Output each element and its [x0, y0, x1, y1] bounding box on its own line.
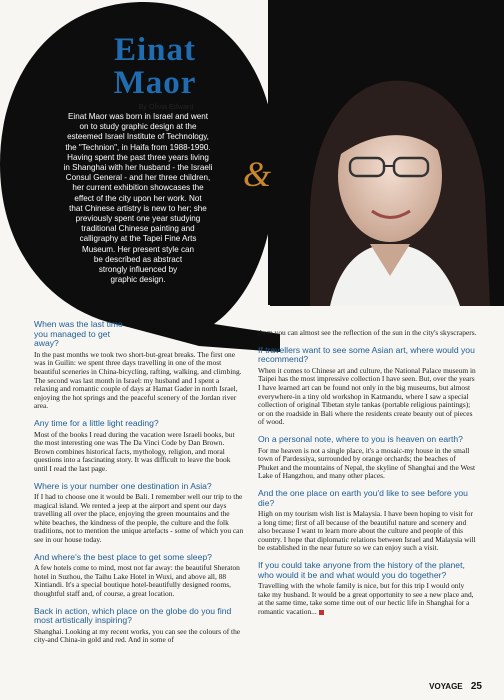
intro-line: in Shanghai with her husband - the Israeli — [63, 163, 213, 173]
question-heading: And where's the best place to get some sleep? — [34, 551, 212, 562]
intro-line: Consul General - and her three children, — [65, 173, 211, 183]
intro-line: Having spent the past three years living — [67, 152, 209, 162]
page-footer — [429, 681, 482, 692]
intro-line: traditional Chinese painting and — [81, 224, 195, 234]
intro-line: the "Technion", in Haifa from 1988-1990. — [65, 142, 211, 152]
article-right-column — [258, 329, 478, 619]
magazine-name: VOYAGE — [429, 682, 463, 691]
question-heading: Back in action, which place on the globe do you find most artistically inspiring? — [34, 605, 232, 626]
intro-line: that Chinese artistry is new to her; she — [69, 203, 207, 213]
answer-paragraph: A few hotels come to mind, most not far away: the beautiful Sheraton hotel in Suzhou, the Taihu Lake Hotel in Wuxi, and above all, 88 Xintiandi. It's a special boutique hotel-beautifully designed rooms, thoughtful staff and, of course, a great location. — [34, 563, 240, 599]
question-heading: If travellers want to see some Asian art, where would you recommend? — [258, 344, 475, 365]
answer-text: Travelling with the whole family is nice, but for this trip I would only take my husband. It would be a great opportunity to see a new place and, at the same time, take some time out of our hectic life in Shanghai for a romantic vacation... — [258, 581, 474, 617]
page-title — [80, 34, 230, 100]
answer-paragraph: Most of the books I read during the vacation were Israeli books, but the most interesting one was The Da Vinci Code by Dan Brown. Brown combines historical facts, mythology, religion, and moral questions into a fascinating story. It was difficult to leave the book until I read the last page. — [34, 429, 235, 473]
question-heading: Where is your number one destination in Asia? — [34, 480, 212, 491]
intro-line: effect of the city upon her work. Not — [74, 193, 202, 203]
answer-paragraph: If I had to choose one it would be Bali. I remember well our trip to the magical island. We rented a jeep at the airport and spent our days travelling all over the place, enjoying the green mountains and the white beaches, the kindness of the people, the culture and the folk traditions, not to mention the unique artefacts - some of which you can see in our house today. — [34, 492, 244, 545]
intro-line: calligraphy at the Tapei Fine Arts — [79, 234, 197, 244]
page-number: 25 — [470, 681, 482, 692]
answer-paragraph: them you can almost see the reflection of the sun in the city's skyscrapers. — [258, 328, 477, 337]
question-heading: If you could take anyone from the history of the planet, who would it be and what would you do together? — [258, 560, 465, 580]
title-line-1: Einat — [113, 32, 197, 68]
intro-line: be described as abstract — [93, 254, 183, 264]
question-heading: And the one place on earth you'd like to see before you die? — [258, 487, 468, 508]
intro-line: previously spent one year studying — [75, 214, 201, 224]
intro-line: strongly influenced by — [98, 265, 178, 275]
answer-paragraph: Shanghai. Looking at my recent works, you can see the colours of the city-and China-in gold and red. And in some of — [34, 626, 241, 645]
answer-paragraph: When it comes to Chinese art and culture, the National Palace museum in Taipei has the most impressive collection I have seen. But, over the years I have learned art can be found not only in the big museums, but almost everywhere-in a tiny old workshop in Katmandu, where I saw a special collection of original Tibetan style tankas (portable religious paintings); or on the roadside in Bali where the residents create beauty out of pieces of wood. — [258, 365, 476, 427]
question-heading: When was the last time you managed to get away? — [34, 319, 123, 349]
intro-line: Einat Maor was born in Israel and went — [68, 112, 208, 121]
answer-paragraph: In the past months we took two short-but-great breaks. The first one was in Guilin: we spent three days travelling in one of the most beautiful sceneries in China-bicycling, rafting, walking, and climbing. The second was last month in Israel: my husband and I spent a relaxing and romantic couple of days at Hamat Gader in north Israel, enjoying the hot springs and the peaceful scenery of the Jordan river area. — [34, 349, 242, 411]
ampersand: & — [243, 154, 272, 194]
intro-line: Museum. Her present style can — [81, 244, 194, 254]
intro-line: graphic design. — [110, 275, 166, 285]
answer-paragraph: High on my tourism wish list is Malaysia. I have been hoping to visit for a long time; first of all because of the beautiful nature and scenery and also because I want to learn more about the culture and people of this country. I hope that diplomatic relations between Israel and Malaysia will be established in the near future so we can enjoy such a visit. — [258, 509, 476, 553]
question-heading: On a personal note, where to you is heaven on earth? — [258, 433, 463, 444]
title-line-2: Maor — [113, 65, 197, 101]
intro-line: her current exhibition showcases the — [72, 183, 204, 193]
byline: By Olivia Edward — [138, 102, 194, 111]
answer-paragraph — [258, 582, 478, 616]
intro-paragraph — [40, 112, 236, 285]
portrait-photo — [270, 26, 504, 306]
intro-line: esteemed Israel Institute of Technology, — [67, 132, 209, 142]
end-mark-icon — [319, 610, 324, 615]
answer-paragraph: For me heaven is not a single place, it's a mosaic-my house in the small town of Pardessiya, surrounded by orange orchards; the beaches of Phuket and the mountains of Nepal, the skyline of Shanghai and the West Lake of Hangzhou, and many other places. — [258, 445, 476, 481]
intro-line: on to study graphic design at the — [79, 122, 197, 132]
article-left-column — [34, 320, 244, 647]
question-heading: Any time for a little light reading? — [34, 417, 159, 428]
